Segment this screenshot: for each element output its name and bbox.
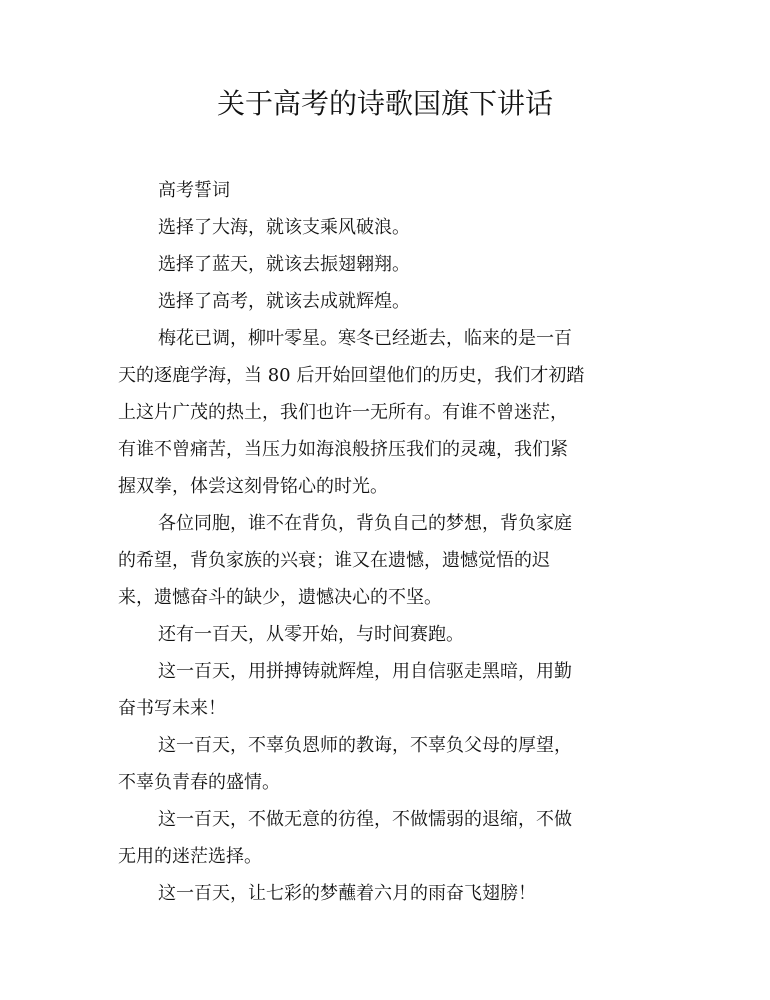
text-line: 来，遗憾奋斗的缺少，遗憾决心的不坚。 <box>118 587 442 608</box>
paragraph <box>118 172 638 209</box>
text-line: 这一百天，用拼搏铸就辉煌，用自信驱走黑暗，用勤 <box>158 661 572 682</box>
paragraph <box>118 875 638 912</box>
text-line: 选择了蓝天，就该去振翅翱翔。 <box>158 254 410 275</box>
text-line: 有谁不曾痛苦，当压力如海浪般挤压我们的灵魂，我们紧 <box>118 439 568 460</box>
text-line: 不辜负青春的盛情。 <box>118 772 280 793</box>
document-title: 关于高考的诗歌国旗下讲话 <box>216 87 553 120</box>
text-line: 无用的迷茫选择。 <box>118 846 262 867</box>
text-line: 上这片广茂的热土，我们也许一无所有。有谁不曾迷茫， <box>118 402 568 423</box>
text-line: 选择了大海，就该支乘风破浪。 <box>158 217 410 238</box>
paragraph <box>118 616 638 653</box>
text-line: 高考誓词 <box>158 180 230 201</box>
text-line: 的希望，背负家族的兴衰；谁又在遗憾，遗憾觉悟的迟 <box>118 550 550 571</box>
paragraph <box>118 320 638 505</box>
paragraph <box>118 801 638 875</box>
document-body <box>118 172 638 912</box>
text-line: 选择了高考，就该去成就辉煌。 <box>158 291 410 312</box>
text-line: 各位同胞，谁不在背负，背负自己的梦想，背负家庭 <box>158 513 572 534</box>
text-line: 梅花已调，柳叶零星。寒冬已经逝去，临来的是一百 <box>158 328 572 349</box>
paragraph <box>118 246 638 283</box>
text-line: 奋书写未来！ <box>118 698 226 719</box>
text-line: 这一百天，让七彩的梦蘸着六月的雨奋飞翅膀！ <box>158 883 536 904</box>
text-line: 天的逐鹿学海，当 80 后开始回望他们的历史，我们才初踏 <box>118 365 585 386</box>
paragraph <box>118 505 638 616</box>
paragraph <box>118 727 638 801</box>
text-line: 这一百天，不辜负恩师的教诲，不辜负父母的厚望， <box>158 735 572 756</box>
paragraph <box>118 283 638 320</box>
text-line: 这一百天，不做无意的彷徨，不做懦弱的退缩，不做 <box>158 809 572 830</box>
text-line: 还有一百天，从零开始，与时间赛跑。 <box>158 624 464 645</box>
paragraph <box>118 653 638 727</box>
paragraph <box>118 209 638 246</box>
text-line: 握双拳，体尝这刻骨铭心的时光。 <box>118 476 388 497</box>
